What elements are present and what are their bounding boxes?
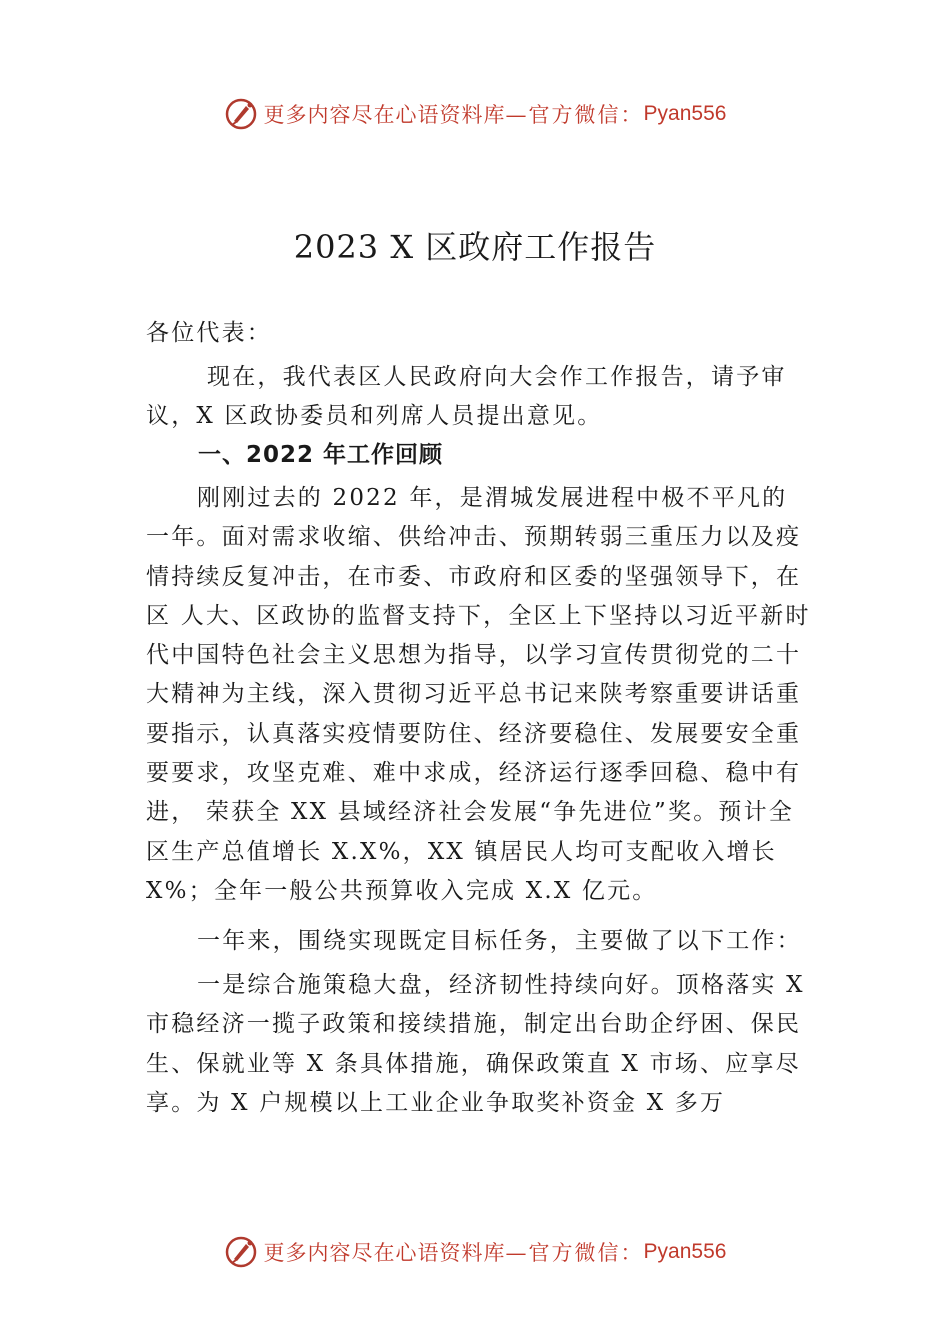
brand-logo-icon <box>224 97 258 131</box>
salutation: 各位代表： <box>146 320 272 346</box>
footer-banner <box>0 1232 950 1272</box>
intro-paragraph: 现在，我代表区人民政府向大会作工作报告，请予审议，X 区政协委员和列席人员提出意见。 <box>146 364 787 430</box>
review-paragraph: 刚刚过去的 2022 年，是渭城发展进程中极不平凡的一年。面对需求收缩、供给冲击、预期转弱三重压力以及疫情持续反复冲击，在市委、市政府和区委的坚强领导下，在区 人大、区政协的监督支持下，全区上下坚持以习近平新时代中国特色社会主义思想为指导，以学习宣传贯彻党的二十大精神为主线，深入贯彻习近平总书记来陕考察重要讲话重要指示，认真落实疫情要防住、经济要稳住、发展要安全重要要求，攻坚克难、难中求成，经济运行逐季回稳、稳中有进， 荣获全 XX 县域经济社会发展“争先进位”奖。预计全区生产总值增长 X.X%，XX 镇居民人均可支配收入增长 X%；全年一般公共预算收入完成 X.X 亿元。 <box>146 485 811 904</box>
document-title: 2023 X 区政府工作报告 <box>293 228 657 266</box>
banner-slogan: 更多内容尽在心语资料库 <box>263 103 506 127</box>
section-heading: 一、2022 年工作回顾 <box>198 442 444 468</box>
banner-wechat-id: Pyan556 <box>643 102 727 125</box>
point-one-paragraph: 一是综合施策稳大盘，经济韧性持续向好。顶格落实 X 市稳经济一揽子政策和接续措施，制定出台助企纾困、保民生、保就业等 X 条具体措施，确保政策直 X 市场、应享尽享。为 X 户规模以上工业企业争取奖补资金 X 多万 <box>146 972 805 1116</box>
header-banner <box>0 94 950 134</box>
summary-line: 一年来，围绕实现既定目标任务，主要做了以下工作： <box>197 928 802 954</box>
banner-wechat-id: Pyan556 <box>643 1240 727 1263</box>
banner-wechat-label: —官方微信： <box>505 103 644 127</box>
banner-wechat-label: —官方微信： <box>505 1241 644 1265</box>
brand-logo-icon <box>224 1235 258 1269</box>
banner-slogan: 更多内容尽在心语资料库 <box>263 1241 506 1265</box>
